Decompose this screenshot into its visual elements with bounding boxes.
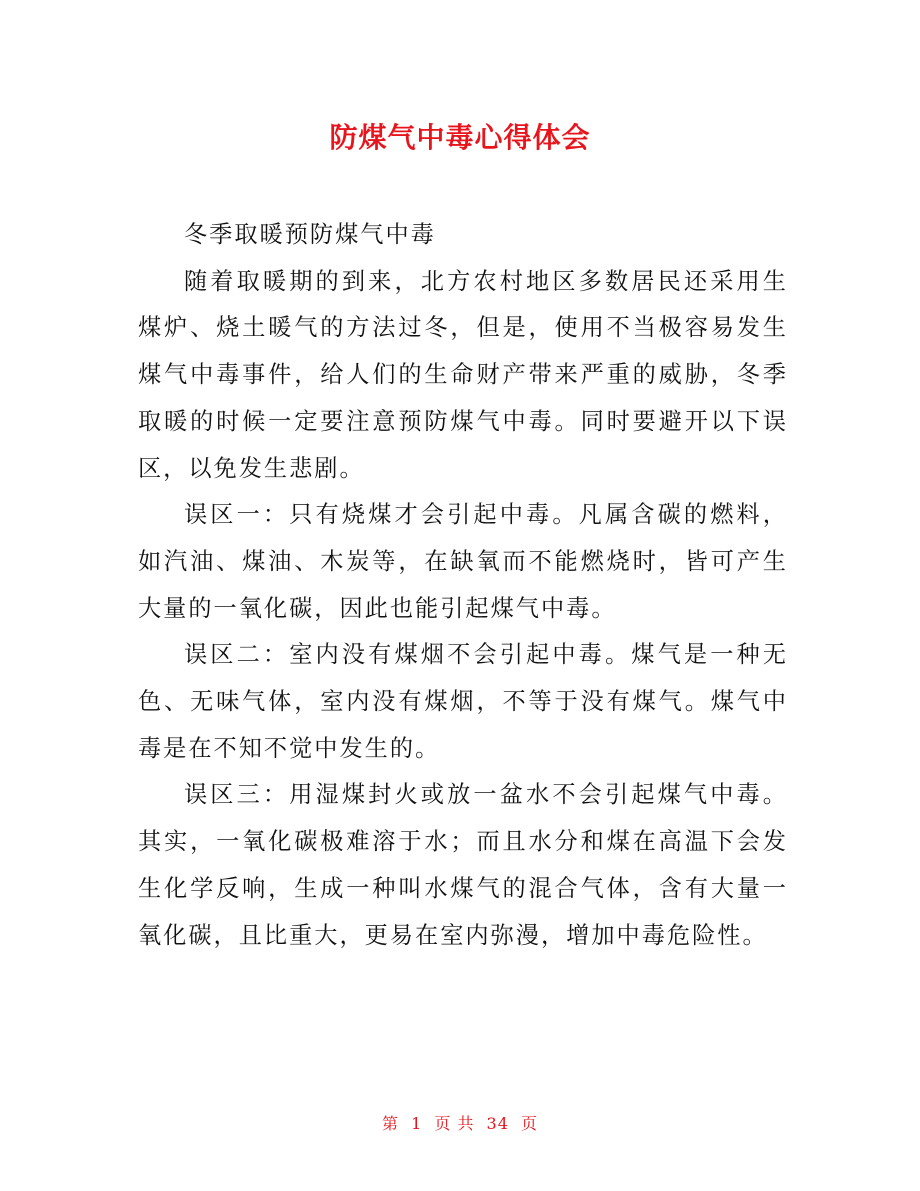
footer-total-pages: 34 <box>486 1114 509 1133</box>
intro-paragraph: 随着取暖期的到来，北方农村地区多数居民还采用生煤炉、烧土暖气的方法过冬，但是，使用不当极容易发生煤气中毒事件，给人们的生命财产带来严重的威胁，冬季取暖的时候一定要注意预防煤气中毒。同时要避开以下误区，以免发生悲剧。 <box>138 267 788 482</box>
misconception-3-paragraph: 误区三：用湿煤封火或放一盆水不会引起煤气中毒。其实，一氧化碳极难溶于水；而且水分和煤在高温下会发生化学反响，生成一种叫水煤气的混合气体，含有大量一氧化碳，且比重大，更易在室内弥漫，增加中毒危险性。 <box>138 781 788 949</box>
document-body <box>138 212 788 959</box>
document-title: 防煤气中毒心得体会 <box>329 121 591 154</box>
misconception-2-paragraph: 误区二：室内没有煤烟不会引起中毒。煤气是一种无色、无味气体，室内没有煤烟，不等于没有煤气。煤气中毒是在不知不觉中发生的。 <box>138 641 788 762</box>
misconception-1-paragraph: 误区一：只有烧煤才会引起中毒。凡属含碳的燃料，如汽油、煤油、木炭等，在缺氧而不能燃烧时，皆可产生大量的一氧化碳，因此也能引起煤气中毒。 <box>138 501 788 622</box>
footer-mid: 页 共 <box>434 1114 475 1133</box>
footer-current-page: 1 <box>411 1114 423 1133</box>
page-footer <box>0 1114 920 1134</box>
footer-suffix: 页 <box>521 1114 539 1133</box>
subtitle-paragraph: 冬季取暖预防煤气中毒 <box>184 221 436 248</box>
footer-prefix: 第 <box>381 1114 399 1133</box>
